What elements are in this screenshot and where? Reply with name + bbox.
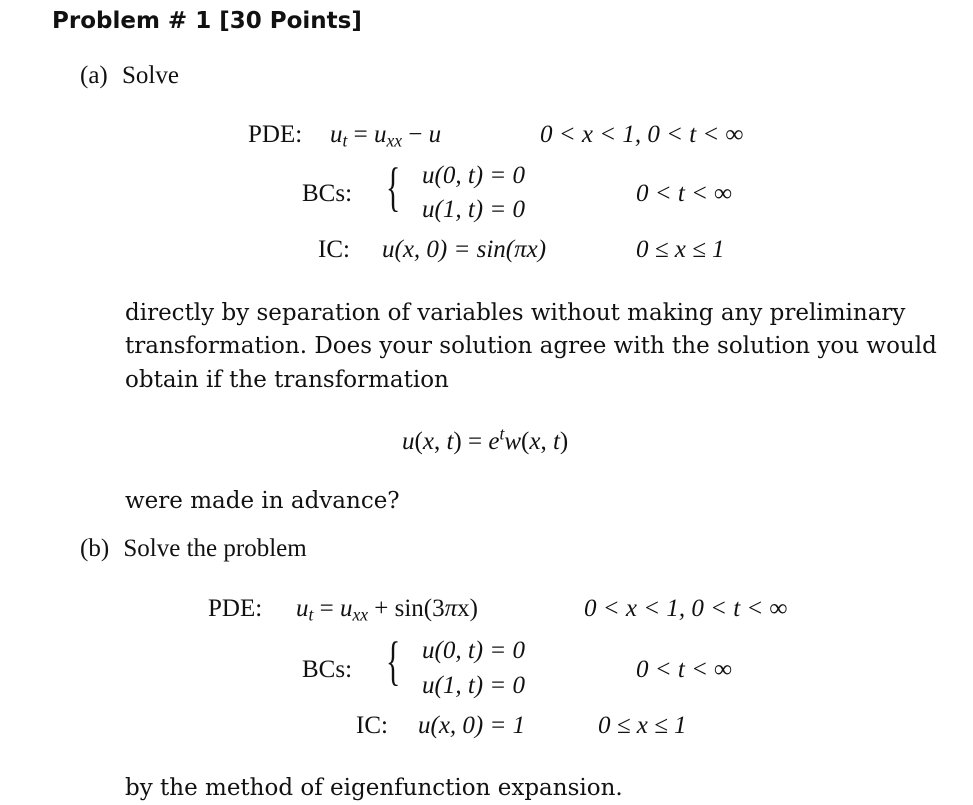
part-b-ic-domain: 0 ≤ x ≤ 1 xyxy=(598,712,687,739)
part-b-pde-equation: $u_t = u_{xx} + \sin(3\pi x)$ xyxy=(296,595,478,625)
part-b-heading xyxy=(80,535,307,563)
part-a-ic-domain: 0 ≤ x ≤ 1 xyxy=(636,236,725,263)
part-a-closing-question: were made in advance? xyxy=(125,488,400,514)
part-b-pde-domain: 0 < x < 1, 0 < t < ∞ xyxy=(584,595,788,622)
part-a-bcs-domain: 0 < t < ∞ xyxy=(636,180,733,207)
part-a-left-brace: { xyxy=(386,157,401,217)
part-b-left-brace: { xyxy=(386,631,401,691)
part-a-pde-domain: 0 < x < 1, 0 < t < ∞ xyxy=(540,121,744,148)
part-b-bcs-domain: 0 < t < ∞ xyxy=(636,656,733,683)
part-a-lead: Solve xyxy=(122,62,179,89)
part-a-text-line-2: transformation. Does your solution agree with the solution you would xyxy=(125,333,937,359)
part-b-bc1: u(0, t) = 0 xyxy=(422,637,525,664)
part-b-closing-text: by the method of eigenfunction expansion. xyxy=(125,775,623,801)
part-b-bc2: u(1, t) = 0 xyxy=(422,672,525,699)
part-b-label: (b) xyxy=(80,535,110,562)
part-a-bcs-label: BCs: xyxy=(302,180,353,207)
part-a-heading xyxy=(80,62,179,90)
part-a-pde-equation: $u_t = u_{xx} - u$ xyxy=(330,121,442,151)
part-a-pde-label: PDE: xyxy=(248,121,303,148)
part-b-ic-label: IC: xyxy=(356,712,388,739)
part-b-bcs-label: BCs: xyxy=(302,656,353,683)
part-b-pde-label: PDE: xyxy=(208,595,263,622)
part-a-label: (a) xyxy=(80,62,108,89)
problem-title: Problem # 1 [30 Points] xyxy=(52,8,362,34)
part-a-ic-label: IC: xyxy=(318,236,350,263)
part-a-transformation: u(x, $t) = e^tw(x$, t) xyxy=(402,423,569,455)
part-a-text-line-3: obtain if the transformation xyxy=(125,367,449,393)
part-b-ic-equation: u(x, 0) = 1 xyxy=(418,712,526,739)
part-a-ic-equation: u(x, 0) = sin(πx) xyxy=(382,236,547,263)
part-a-text-line-1: directly by separation of variables without making any preliminary xyxy=(125,300,906,326)
part-a-bc1: u(0, t) = 0 xyxy=(422,162,525,189)
part-a-bc2: u(1, t) = 0 xyxy=(422,196,525,223)
part-b-lead: Solve the problem xyxy=(123,535,307,562)
